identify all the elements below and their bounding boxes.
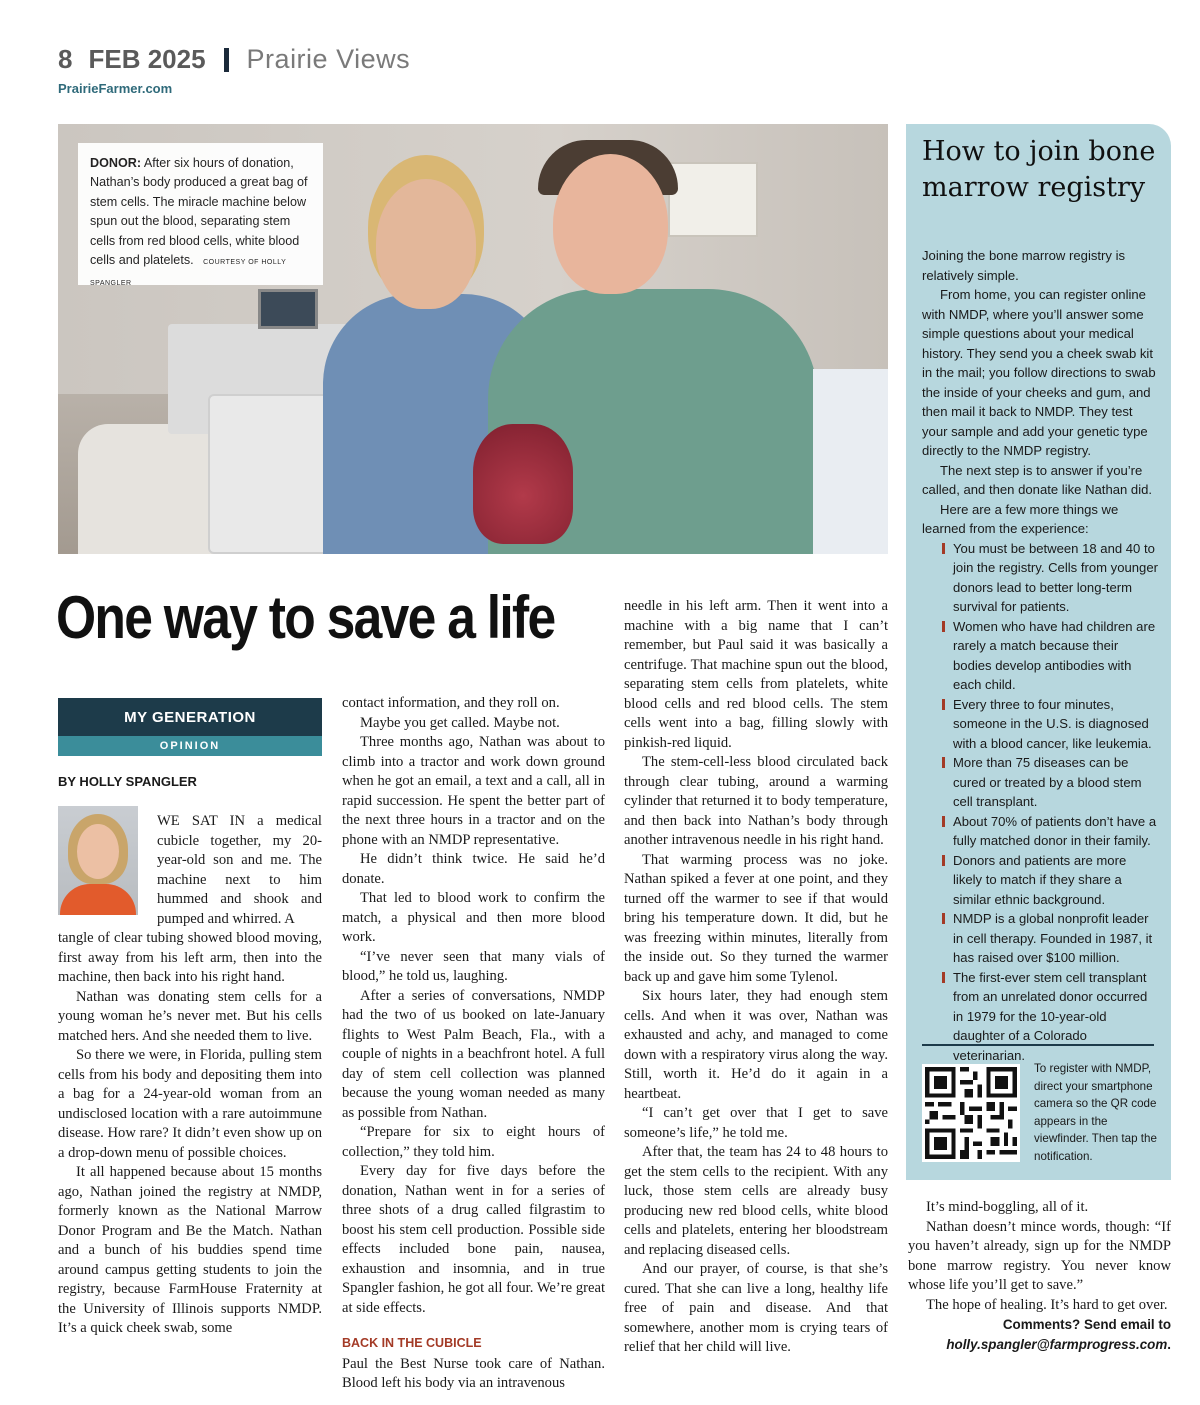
byline: BY HOLLY SPANGLER <box>58 774 197 789</box>
photo-chair <box>78 424 228 554</box>
sidebar-body <box>922 246 1158 1065</box>
page-number: 8 <box>58 44 73 74</box>
paragraph: After that, the team has 24 to 48 hours to get the stem cells to the recipient. With any luck, those stem cells are already busy producing new red blood cells, white blood cells and platelets, entering her bloodstream and replacing diseased cells. <box>624 1144 888 1258</box>
paragraph: The hope of healing. It’s hard to get over. <box>926 1296 1168 1313</box>
paragraph: Nathan doesn’t mince words, though: “If you haven’t already, sign up for the NMDP bone marrow registry. You never know whose life you’ll get to save.” <box>908 1218 1171 1293</box>
paragraph: WE SAT IN a medical cubicle together, my 20-year-old son and me. The machine next to him hummed and shook and pumped and whirred. A <box>157 813 322 927</box>
list-item: You must be between 18 and 40 to join the registry. Cells from younger donors lead to better long-term survival for patients. <box>942 539 1158 617</box>
paragraph: So there we were, in Florida, pulling stem cells from his body and depositing them into a bag for a 24-year-old woman from an undisclosed location with a rare autoimmune disease. How rare? It didn’t even show up on a drop-down menu of possible choices. <box>58 1047 322 1161</box>
sidebar-paragraph: Joining the bone marrow registry is relatively simple. <box>922 248 1126 283</box>
qr-instructions: To register with NMDP, direct your smartphone camera so the QR code appears in the viewfinder. Then tap the notification. <box>1034 1062 1157 1163</box>
paragraph: “Prepare for six to eight hours of collection,” they told him. <box>342 1124 605 1160</box>
paragraph: That led to blood work to confirm the match, a physical and then more blood work. <box>342 890 605 945</box>
paragraph: contact information, and they roll on. <box>342 695 560 711</box>
sidebar-paragraph: Here are a few more things we learned from the experience: <box>922 501 1119 536</box>
list-item: About 70% of patients don’t have a fully matched donor in their family. <box>942 812 1158 851</box>
paragraph: Maybe you get called. Maybe not. <box>360 714 560 731</box>
article-column-4 <box>908 1198 1171 1354</box>
sidebar-fact-list <box>942 539 1158 1066</box>
section-name: Prairie Views <box>246 44 411 74</box>
photo-machine-screen <box>258 289 318 329</box>
article-column-2 <box>342 694 605 1394</box>
photo-caption <box>78 143 323 288</box>
list-item: NMDP is a global nonprofit leader in cell therapy. Founded in 1987, it has raised over $100 million. <box>942 909 1158 968</box>
paragraph: “I can’t get over that I get to save someone’s life,” he told me. <box>624 1105 888 1141</box>
photo-woman-head <box>376 179 476 309</box>
sidebar-divider <box>922 1044 1154 1046</box>
photo-stem-cell-bag <box>473 424 573 544</box>
photo-plaque <box>668 162 758 237</box>
site-link[interactable]: PrairieFarmer.com <box>58 81 173 96</box>
list-item: Women who have had children are rarely a match because their bodies develop antibodies with each child. <box>942 617 1158 695</box>
author-photo-body <box>60 884 136 915</box>
article-column-1 <box>58 929 322 1339</box>
paragraph: “I’ve never seen that many vials of blood,” he told us, laughing. <box>342 948 605 984</box>
paragraph: Nathan was donating stem cells for a young woman he’s never met. But his cells matched hers. And she needed them to live. <box>58 988 322 1044</box>
page-header <box>58 44 758 104</box>
list-item: More than 75 diseases can be cured or treated by a blood stem cell transplant. <box>942 753 1158 812</box>
author-email-link[interactable]: holly.spangler@farmprogress.com <box>946 1336 1168 1352</box>
paragraph: The stem-cell-less blood circulated back through clear tubing, around a warming cylinder that returned it to body temperature, and then back into Nathan’s body through another intravenous needle in his right hand. <box>624 754 888 848</box>
sidebar-box <box>906 124 1171 1180</box>
sidebar-paragraph: The next step is to answer if you’re called, and then donate like Nathan did. <box>922 462 1153 497</box>
paragraph: needle in his left arm. Then it went into a machine with a big name that I can’t remember, but Paul said it was basically a centrifuge. That machine spun out the blood, separating stem cells from platelets, white blood cells and red blood cells. The stem cells went into a bag, filling slowly with pinkish-red liquid. <box>624 598 888 751</box>
headline: One way to save a life <box>56 584 555 651</box>
comments-suffix: . <box>1167 1336 1171 1352</box>
paragraph: It’s mind-boggling, all of it. <box>926 1199 1089 1215</box>
comments-prefix: Comments? Send email to <box>1002 1317 1171 1332</box>
paragraph: tangle of clear tubing showed blood moving, first away from his left arm, then into the machine, then back into his right hand. <box>58 930 322 985</box>
column-type: OPINION <box>58 736 322 756</box>
caption-text: After six hours of donation, Nathan’s body produced a great bag of stem cells. The miracle machine below spun out the blood, separating stem cells from red blood cells, white blood cells and platelets. <box>90 156 308 268</box>
qr-code-icon <box>925 1067 1017 1159</box>
article-column-3 <box>624 597 888 1358</box>
paragraph: Six hours later, they had enough stem cells. And when it was over, Nathan was exhausted and achy, and managed to come down with a respiratory virus along the way. Still, worth it. He’d do it again in a heartbeat. <box>624 988 888 1102</box>
qr-code[interactable] <box>922 1064 1020 1162</box>
paragraph: That warming process was no joke. Nathan spiked a fever at one point, and they turned off the warmer to see if that would bring his temperature down. It did, but he was freezing within minutes, literally from the inside out. So they turned the warmer back up and gave him some Tylenol. <box>624 851 888 985</box>
photo-man-head <box>553 154 668 294</box>
caption-label: DONOR: <box>90 156 142 170</box>
folio-divider <box>224 48 229 72</box>
column-name: MY GENERATION <box>58 698 322 736</box>
subhead: BACK IN THE CUBICLE <box>342 1336 482 1350</box>
comments-line <box>908 1315 1171 1354</box>
list-item: The first-ever stem cell transplant from an unrelated donor occurred in 1979 for the 10-year-old daughter of a Colorado veterinarian. <box>942 968 1158 1066</box>
paragraph: Three months ago, Nathan was about to climb into a tractor and work down ground when he got an email, a text and a call, all in rapid succession. He spent the better part of the next three hours in a tractor and on the phone with an NMDP representative. <box>342 734 605 848</box>
list-item: Donors and patients are more likely to match if they share a similar ethnic background. <box>942 851 1158 910</box>
article-column-1-wrap <box>157 812 322 929</box>
folio <box>58 44 758 75</box>
photo-supply-boxes <box>813 369 888 554</box>
column-banner <box>58 698 322 756</box>
paragraph: After a series of conversations, NMDP had the two of us booked on late-January flights to West Palm Beach, Fla., with a couple of nights in a beachfront hotel. A full day of stem cell collection was planned because the young woman needed as many as possible from Nathan. <box>342 987 605 1121</box>
author-photo-face <box>77 824 119 879</box>
author-photo <box>58 806 138 915</box>
list-item: Every three to four minutes, someone in the U.S. is diagnosed with a blood cancer, like leukemia. <box>942 695 1158 754</box>
paragraph: It all happened because about 15 months ago, Nathan joined the registry at NMDP, formerly known as the National Marrow Donor Program and Be the Match. Nathan and a bunch of his buddies spend time around campus getting students to join the registry, because FarmHouse Fraternity at the University of Illinois supports NMDP. It’s a quick cheek swab, some <box>58 1164 322 1336</box>
sidebar-title: How to join bone marrow registry <box>922 136 1156 203</box>
paragraph: Every day for five days before the donation, Nathan went in for a series of three shots of a drug called filgrastim to boost his stem cell production. Possible side effects included bone pain, nausea, exhaustion and insomnia, and in true Spangler fashion, he got all four. We’re great at side effects. <box>342 1163 605 1316</box>
photo-credit: COURTESY OF HOLLY SPANGLER <box>90 259 287 288</box>
issue-date: FEB 2025 <box>88 44 206 74</box>
paragraph: Paul the Best Nurse took care of Nathan. Blood left his body via an intravenous <box>342 1355 605 1391</box>
paragraph: And our prayer, of course, is that she’s cured. That she can live a long, healthy life free of pain and disease. And that somewhere, another mom is crying tears of relief that her child will live. <box>624 1261 888 1355</box>
paragraph: He didn’t think twice. He said he’d donate. <box>342 851 605 887</box>
sidebar-paragraph: From home, you can register online with NMDP, where you’ll answer some simple questions about your medical history. They send you a cheek swab kit in the mail; you follow directions to swab the inside of your cheeks and gum, and then mail it back to NMDP. They test your sample and add your genetic type directly to the NMDP registry. <box>922 287 1156 458</box>
